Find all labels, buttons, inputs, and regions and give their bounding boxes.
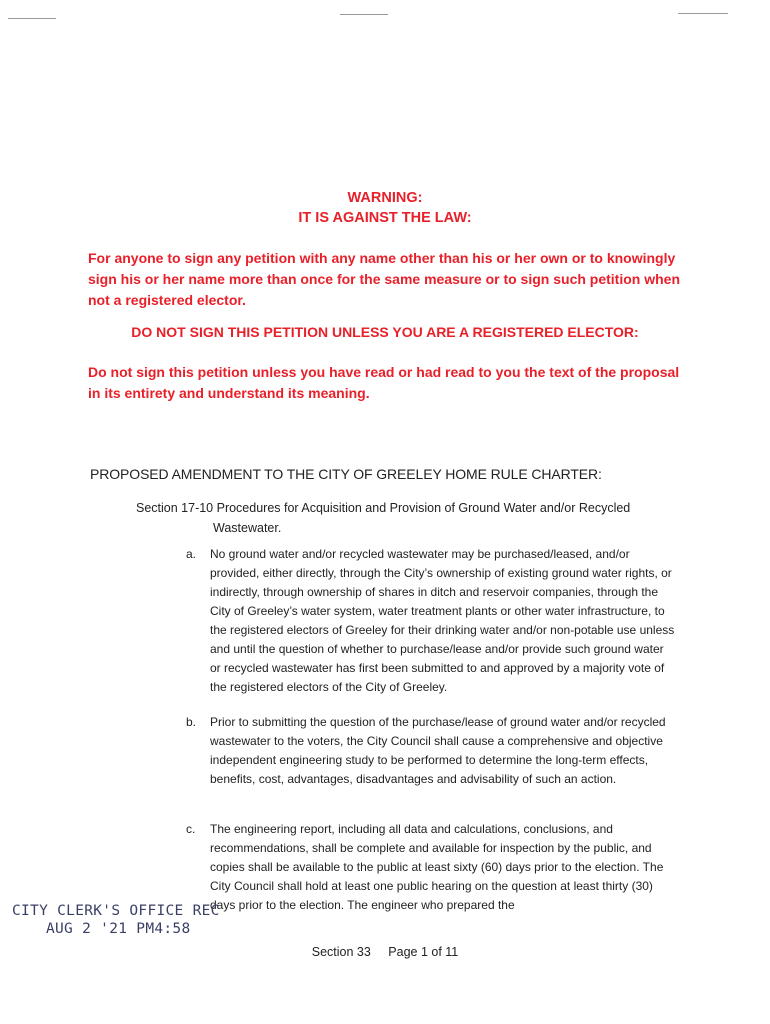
list-item	[186, 713, 676, 789]
page-footer	[0, 945, 770, 959]
clerk-received-stamp	[12, 902, 220, 938]
warning-paragraph-2: Do not sign this petition unless you have read or had read to you the text of the proposal in its entirety and understand its meaning.	[88, 364, 680, 401]
footer-page-number: Page 1 of 11	[388, 945, 459, 959]
warning-block-title	[0, 188, 770, 228]
list-item-letter: c.	[186, 822, 196, 836]
list-item-letter: b.	[186, 715, 197, 729]
warning-subtitle: IT IS AGAINST THE LAW:	[298, 210, 472, 226]
list-item	[186, 545, 676, 697]
list-item-text: Prior to submitting the question of the purchase/lease of ground water and/or recycled wastewater to the voters, the City Council shall cause a comprehensive and objective independent engineering study to be performed to determine the long-term effects, benefits, cost, advantages, disadvantages and advisability of such an action.	[210, 715, 666, 786]
stamp-line-2: AUG 2 '21 PM4:58	[46, 921, 191, 937]
list-item	[186, 820, 676, 915]
scan-mark	[678, 13, 728, 14]
section-title	[136, 498, 676, 538]
list-item-text: The engineering report, including all data and calculations, conclusions, and recommendations, shall be complete and available for inspection by the public, and copies shall be available to the public at least sixty (60) days prior to the election. The City Council shall hold at least one public hearing on the question at least thirty (30) days prior to the election. The engineer who prepared the	[210, 822, 664, 912]
list-item-letter: a.	[186, 547, 197, 561]
warning-title: WARNING:	[347, 190, 423, 206]
warning-paragraph-1: For anyone to sign any petition with any name other than his or her own or to knowingly sign his or her name more than once for the same measure or to sign such petition when not a registered elector.	[88, 250, 681, 308]
section-title-line1: Section 17-10 Procedures for Acquisition and Provision of Ground Water and/or Recycled	[136, 501, 631, 515]
stamp-line-1: CITY CLERK'S OFFICE REC	[12, 903, 220, 919]
list-item-text: No ground water and/or recycled wastewater may be purchased/leased, and/or provided, either directly, through the City’s ownership of existing ground water rights, or indirectly, through ownership of shares in ditch and reservoir companies, through the City of Greeley’s water system, water treatment plants or other water infrastructure, to the registered electors of Greeley for their drinking water and/or non-potable use unless and until the question of whether to purchase/lease and/or provide such ground water or recycled wastewater has first been submitted to and approved by a majority vote of the registered electors of the City of Greeley.	[210, 547, 675, 694]
amendment-heading: PROPOSED AMENDMENT TO THE CITY OF GREELEY HOME RULE CHARTER:	[90, 466, 602, 482]
scan-mark	[340, 14, 388, 15]
footer-section: Section 33	[311, 945, 371, 959]
scan-mark	[8, 18, 56, 19]
warning-center-notice: DO NOT SIGN THIS PETITION UNLESS YOU ARE A REGISTERED ELECTOR:	[131, 324, 639, 340]
section-title-line2: Wastewater.	[213, 521, 282, 535]
